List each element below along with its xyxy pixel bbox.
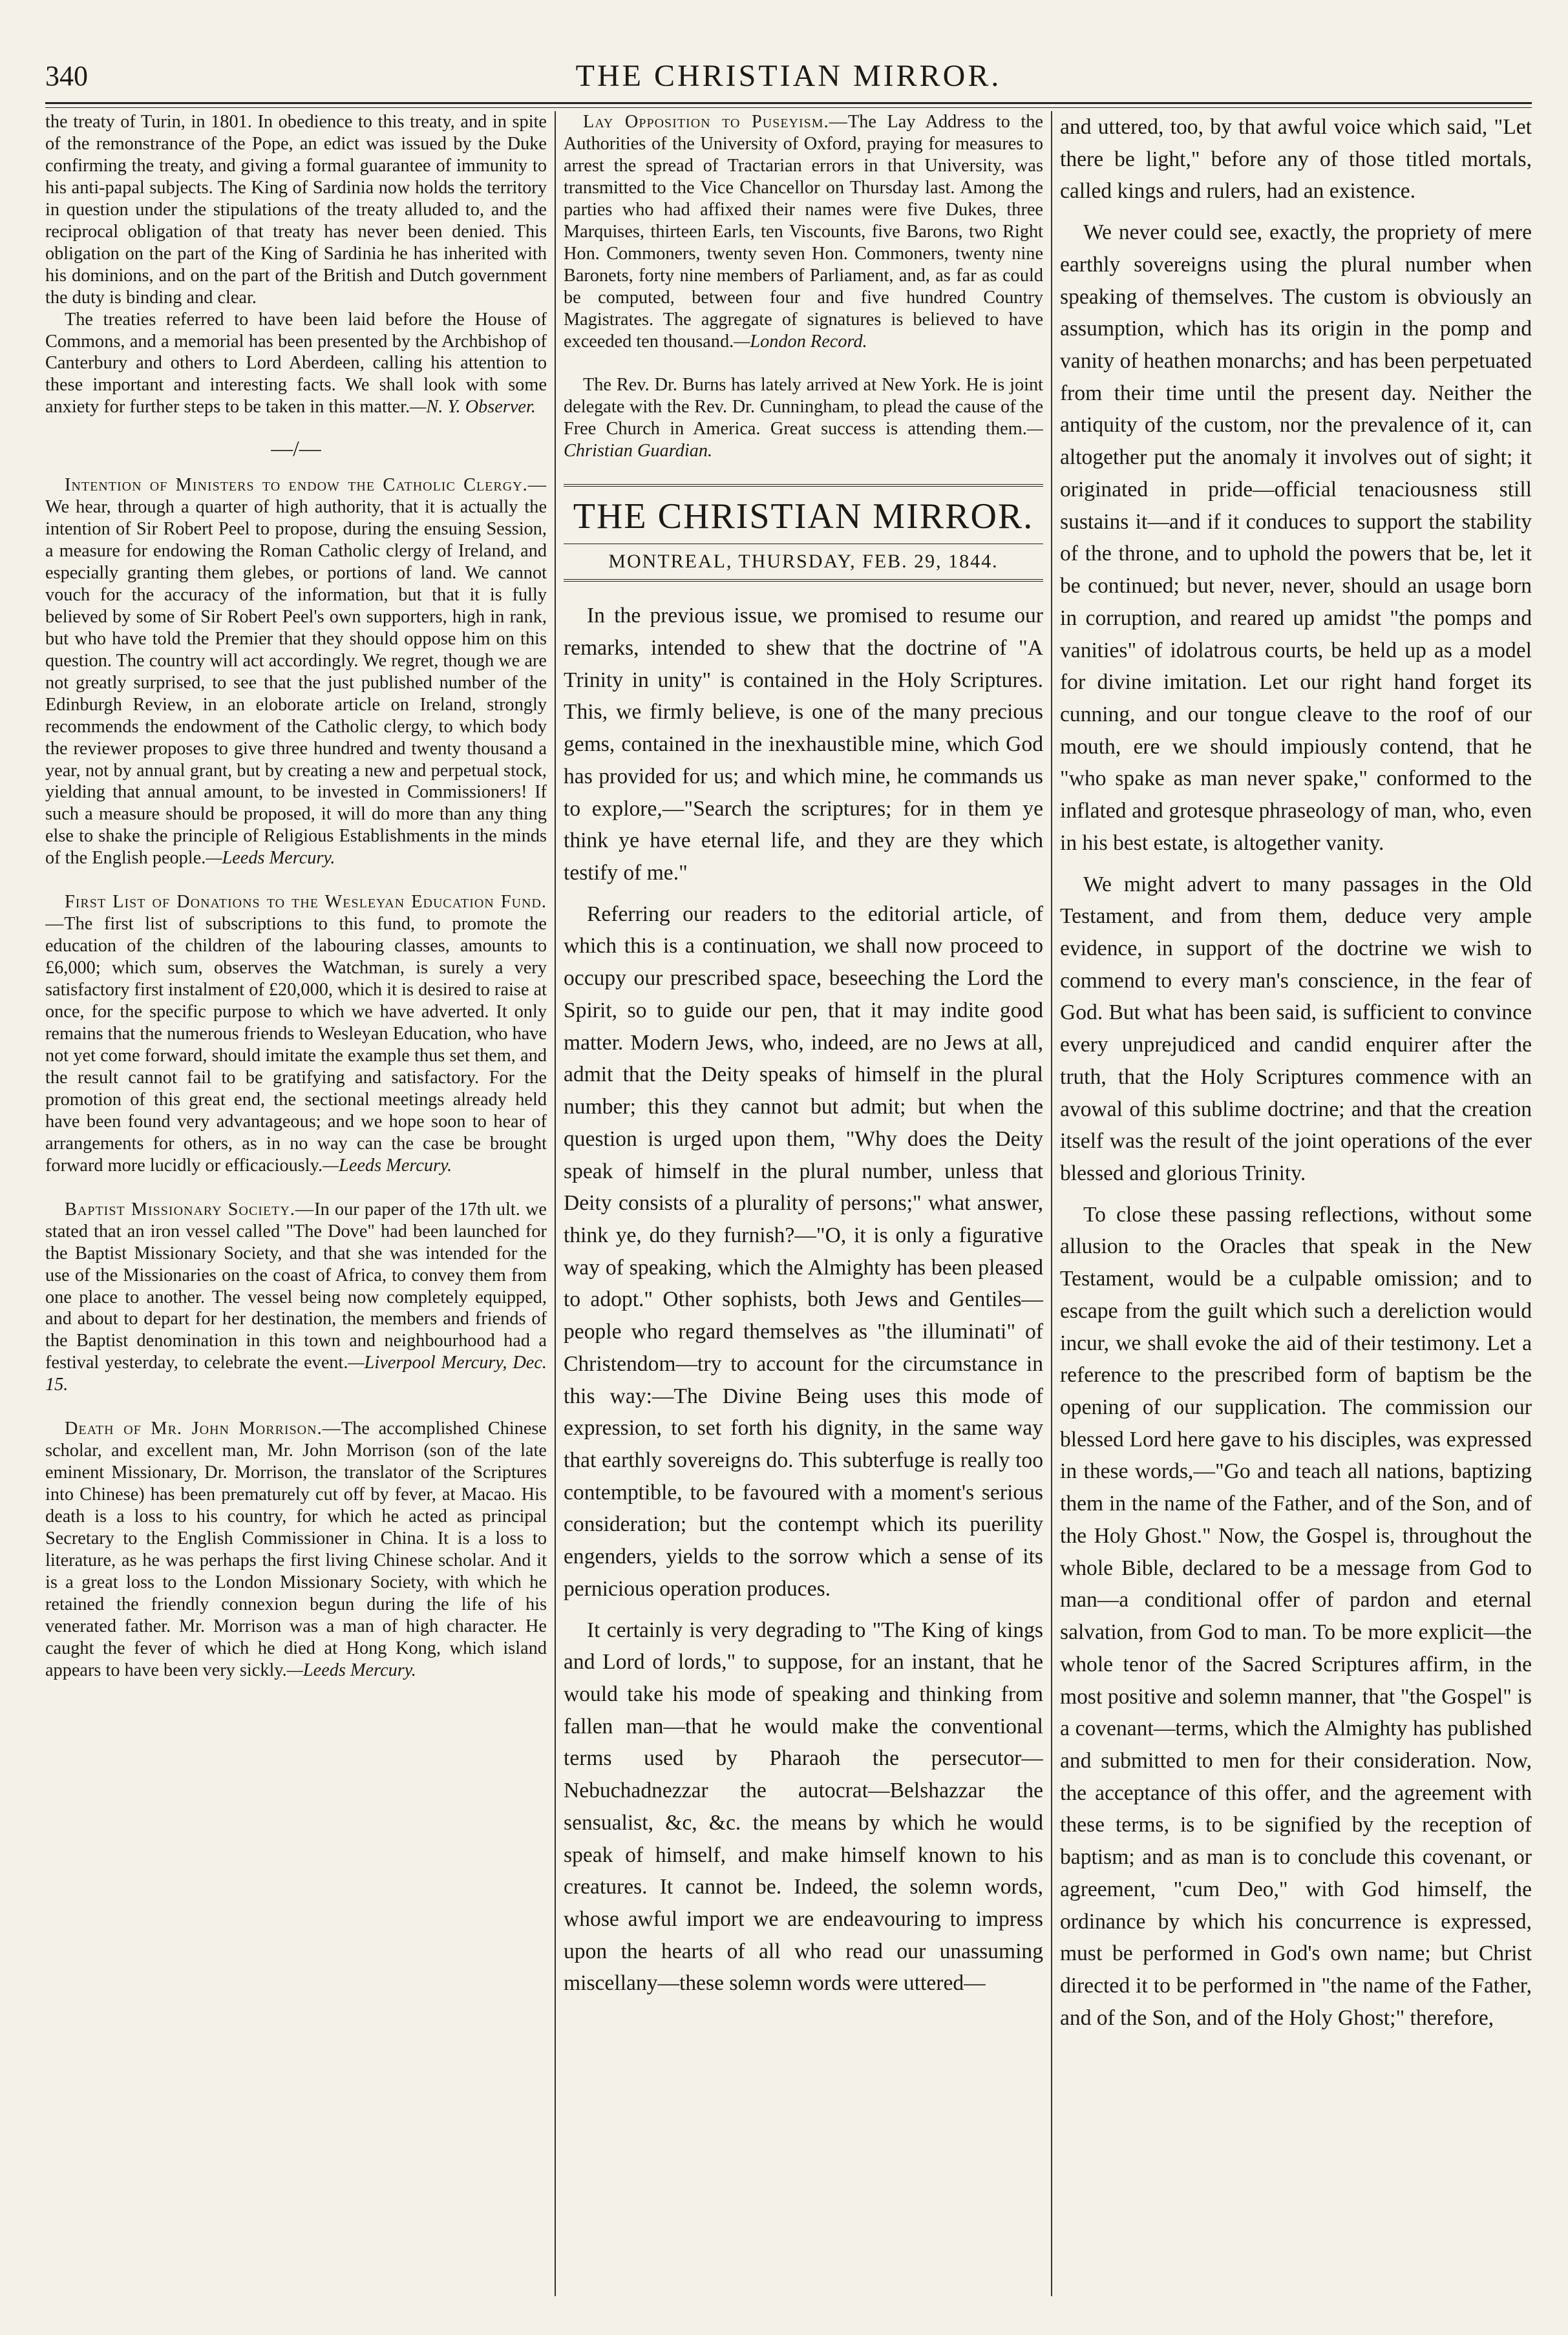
editorial-paragraph: and uttered, too, by that awful voice which said, "Let there be light," before any of those titled mortals, called kings and rulers, had an existence.: [1060, 115, 1532, 204]
article-text: The accomplished Chinese scholar, and excellent man, Mr. John Morrison (son of the late eminent Missionary, Dr. Morrison, the translator of the Scriptures into Chinese) has been prematurely cut off by fever, at Macao. His death is a loss to his country, for which he acted as principal Secretary to the English Commissioner in China. It is a loss to literature, as he was perhaps the first living Chinese scholar. And it is a great loss to the London Missionary Society, with which he retained the friendly connexion begun during the life of his venerated father. Mr. Morrison was a man of high character. He caught the fever of which he died at Hong Kong, which island appears to have been very sickly.: [45, 1419, 547, 1680]
editorial-paragraph: In the previous issue, we promised to resume our remarks, intended to shew that the doctrine of "A Trinity in unity" is contained in the Holy Scriptures. This, we firmly believe, is one of the many precious gems, contained in the inexhaustible mine, which God has provided for us; and which mine, he commands us to explore,—"Search the scriptures; for in them ye think ye have eternal life, and they are they which testify of me.": [564, 604, 1043, 885]
article-text: The treaties referred to have been laid before the House of Commons, and a memorial has been presented by the Archbishop of Canterbury and others to Lord Aberdeen, calling his attention to these important and interesting facts. We shall look with some anxiety for further steps to be taken in this matter.: [45, 309, 547, 417]
column-left: [45, 111, 547, 2296]
page-number: 340: [45, 60, 88, 92]
column-divider: [555, 111, 556, 2296]
article-source: —N. Y. Observer.: [410, 397, 536, 417]
article-text: We hear, through a quarter of high authority, that it is actually the intention of Sir Robert Peel to propose, during the ensuing Session, a measure for endowing the Roman Catholic clergy of Ireland, and especially granting them glebes, or portions of land. We cannot vouch for the accuracy of the information, but that it is fully believed by some of Sir Robert Peel's own supporters, high in rank, but who have told the Premier that they should oppose him on this question. The country will act accordingly. We regret, though we are not greatly surprised, to see that the just published number of the Edinburgh Review, in an eloborate article on Ireland, strongly recommends the endowment of the Catholic clergy, to which body the reviewer proposes to give three hundred and twenty thousand a year, not by annual grant, but by creating a new and perpetual stock, yielding that annual amount, to be invested in Commissioners! If such a measure should be proposed, it will do more than any thing else to shake the principle of Religious Establishments in the minds of the English people.: [45, 497, 547, 869]
article-morrison: [45, 1418, 547, 1681]
article-heading: First List of Donations to the Wesleyan Education Fund.—: [45, 892, 547, 935]
running-title: THE CHRISTIAN MIRROR.: [575, 59, 1002, 93]
editorial-dateline: MONTREAL, THURSDAY, FEB. 29, 1844.: [564, 544, 1043, 573]
editorial-title: THE CHRISTIAN MIRROR.: [573, 496, 1034, 537]
column-middle: [564, 111, 1043, 2296]
article-treaty: [45, 111, 547, 418]
article-endowment: [45, 474, 547, 869]
article-heading: Lay Opposition to Puseyism.—: [583, 112, 848, 132]
article-text: The Rev. Dr. Burns has lately arrived at New York. He is joint delegate with the Rev. Dr. Cunningham, to plead the cause of the Free Church in America. Great success is attending them.: [564, 375, 1043, 439]
article-source: —Liverpool Mercury, Dec. 15.: [45, 1353, 547, 1395]
article-text: the treaty of Turin, in 1801. In obedience to this treaty, and in spite of the remonstrance of the Pope, an edict was issued by the Duke confirming the treaty, and giving a formal guarantee of immunity to his anti-papal subjects. The King of Sardinia now holds the territory in question under the stipulations of the treaty alluded to, and the reciprocal obligation of that treaty has never been denied. This obligation on the part of the King of Sardinia he has inherited with his dominions, and on the part of the British and Dutch government the duty is binding and clear.: [45, 112, 547, 308]
page-header: [45, 50, 1532, 102]
editorial-paragraph: Referring our readers to the editorial article, of which this is a continuation, we shall now proceed to occupy our prescribed space, beseeching the Lord the Spirit, so to guide our pen, that it may indite good matter. Modern Jews, who, indeed, are no Jews at all, admit that the Deity speaks of himself in the plural number; this they cannot but admit; but when the question is urged upon them, "Why does the Deity speak of himself in the plural number, unless that Deity consists of a plurality of persons;" what answer, think ye, do they furnish?—"O, it is only a figurative way of speaking, which the Almighty has been pleased to adopt." Other sophists, both Jews and Gentiles—people who regard themselves as "the illuminati" of Christendom—try to account for the circumstance in this way:—The Divine Being uses this mode of expression, to set forth his dignity, in the same way that earthly sovereigns do. This subterfuge is really too contemptible, to be favoured with a moment's serious consideration; but the contempt which its puerility engenders, yields to the sorrow which a sense of its pernicious operation produces.: [564, 902, 1043, 1601]
article-source: —London Record.: [734, 331, 867, 352]
article-puseyism: [564, 111, 1043, 352]
article-burns: [564, 374, 1043, 462]
article-source: —Leeds Mercury.: [206, 848, 335, 869]
article-heading: Death of Mr. John Morrison.—: [65, 1419, 341, 1439]
article-heading: Intention of Ministers to endow the Catholic Clergy.—: [65, 475, 547, 496]
article-source: —Leeds Mercury.: [286, 1660, 416, 1680]
article-baptist: [45, 1199, 547, 1397]
editorial-paragraph: We never could see, exactly, the propriety of mere earthly sovereigns using the plural number when speaking of themselves. The custom is obviously an assumption, which has its origin in the pomp and vanity of heathen monarchs; and has been perpetuated from their time until the present day. Neither the antiquity of the custom, nor the prevalence of it, can altogether put the anomaly it involves out of sight; it originated in pride—official tenaciousness still sustains it—and if it conduces to support the stability of the throne, and to uphold the powers that be, let it be continued; but never, never, should an usage born in corruption, and reared up amidst "the pomps and vanities" of idolatrous courts, be held up as a model for divine imitation. Let our right hand forget its cunning, and our tongue cleave to the roof of our mouth, ere we should impiously contend, that he "who spake as man never spake," conformed to the inflated and grotesque phraseology of man, who, even in his best estate, is altogether vanity.: [1060, 220, 1532, 855]
editorial-paragraph: We might advert to many passages in the Old Testament, and from them, deduce very ample evidence, in support of the doctrine we wish to commend to every man's conscience, in the fear of God. But what has been said, is sufficient to convince every unprejudiced and candid enquirer after the truth, that the Holy Scriptures commence with an avowal of this sublime doctrine; and that the creation itself was the result of the joint operations of the ever blessed and glorious Trinity.: [1060, 872, 1532, 1185]
ornament-divider: —/—: [271, 437, 321, 461]
article-wesleyan: [45, 891, 547, 1176]
article-text: The Lay Address to the Authorities of the University of Oxford, praying for measures to arrest the spread of Tractarian errors in that University, was transmitted to the Vice Chancellor on Thursday last. Among the parties who had affixed their names were five Dukes, three Marquises, thirteen Earls, ten Viscounts, five Barons, two Right Hon. Commoners, twenty seven Hon. Commoners, twenty nine Baronets, forty nine members of Parliament, and, as far as could be computed, between four and five hundred Country Magistrates. The aggregate of signatures is believed to have exceeded ten thousand.: [564, 112, 1043, 352]
editorial-paragraph: It certainly is very degrading to "The King of kings and Lord of lords," to suppose, for an instant, that he would take his mode of speaking and thinking from fallen man—that he would make the conventional terms used by Pharaoh the persecutor—Nebuchadnezzar the autocrat—Belshazzar the sensualist, &c, &c. the means by which he would speak of himself, and make himself known to his creatures. It cannot be. Indeed, the solemn words, whose awful import we are endeavouring to impress upon the hearts of all who read our unassuming miscellany—these solemn words were uttered—: [564, 1618, 1043, 1996]
editorial-paragraph: To close these passing reflections, without some allusion to the Oracles that speak in the New Testament, would be a culpable omission; and to escape from the guilt which such a dereliction would incur, we shall evoke the aid of their testimony. Let a reference to the prescribed form of baptism be the opening of our supplication. The commission our blessed Lord here gave to his disciples, was expressed in these words,—"Go and teach all nations, baptizing them in the name of the Father, and of the Son, and of the Holy Ghost." Now, the Gospel is, throughout the whole Bible, declared to be a message from God to man—a conditional offer of pardon and eternal salvation, from God to man. To be more explicit—the whole tenor of the Sacred Scriptures affirm, in the most positive and solemn manner, that "the Gospel" is a covenant—terms, which the Almighty has published and submitted to men for their consideration. Now, the acceptance of this offer, and the agreement with these terms, is to be signified by the reception of baptism; and as man is to conclude this covenant, or agreement, "cum Deo," with God himself, the ordinance by which his concurrence is expressed, must be performed in God's own name; but Christ directed it to be performed in "the name of the Father, and of the Son, and of the Holy Ghost;" therefore,: [1060, 1202, 1532, 2030]
article-text: The first list of subscriptions to this fund, to promote the education of the children of the labouring classes, amounts to £6,000; which sum, observes the Watchman, is surely a very satisfactory first instalment of £20,000, which it is desired to raise at once, for the specific purpose to which we have adverted. It only remains that the numerous friends to Wesleyan Education, who have not yet come forward, should imitate the example thus set them, and the result cannot fail to be gratifying and satisfactory. For the promotion of this great end, the sectional meetings already held have been found very advantageous; and we hope soon to hear of arrangements for others, as in no way can the case be brought forward more lucidly or efficaciously.: [45, 914, 547, 1176]
editorial-body: [564, 600, 1043, 2000]
article-text: In our paper of the 17th ult. we stated that an iron vessel called "The Dove" had been launched for the Baptist Missionary Society, and that she was intended for the use of the Missionaries on the coast of Africa, to convey them from one place to another. The vessel being now completely equipped, and about to depart for her destination, the members and friends of the Baptist denomination in this town and neighbourhood had a festival yesterday, to celebrate the event.: [45, 1199, 547, 1373]
article-source: —Christian Guardian.: [564, 419, 1043, 461]
header-rule: [45, 102, 1532, 108]
column-right: [1060, 111, 1532, 2296]
article-heading: Baptist Missionary Society.—: [65, 1199, 315, 1220]
column-divider: [1051, 111, 1052, 2296]
editorial-masthead: [564, 484, 1043, 582]
article-source: —Leeds Mercury.: [323, 1155, 452, 1176]
